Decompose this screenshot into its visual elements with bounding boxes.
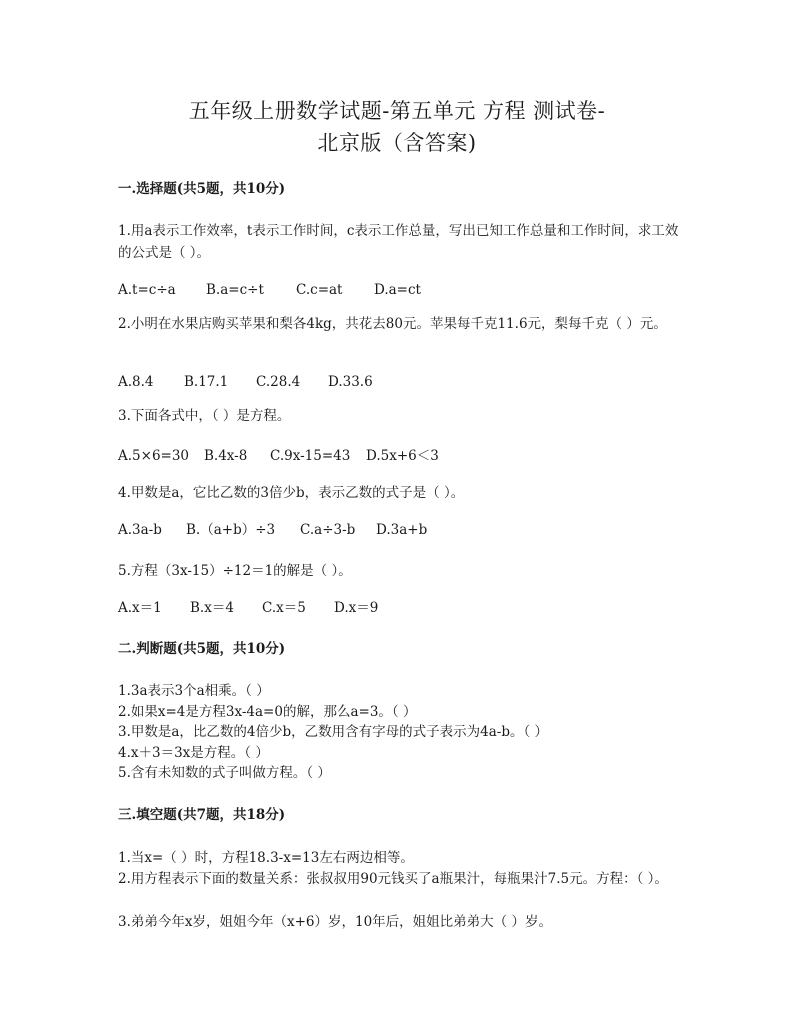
choice-options-3 — [118, 446, 439, 466]
judge-question-3: 3.甲数是a，比乙数的4倍少b，乙数用含有字母的式子表示为4a-b。（ ） — [118, 724, 549, 740]
choice-question-3: 3.下面各式中，（ ）是方程。 — [118, 408, 291, 424]
option-c: C.9x-15=43 — [270, 448, 351, 464]
option-c: C.x＝5 — [262, 600, 306, 616]
section-heading-choice: 一.选择题(共5题，共10分) — [118, 181, 286, 197]
fill-question-1: 1.当x=（ ）时，方程18.3-x=13左右两边相等。 — [118, 850, 414, 866]
option-c: C.a÷3-b — [300, 522, 356, 538]
choice-options-2 — [118, 372, 373, 392]
option-d: D.a=ct — [374, 282, 421, 298]
section-heading-fill: 三.填空题(共7题，共18分) — [118, 807, 286, 823]
page-title-line2: 北京版（含答案) — [317, 131, 477, 155]
choice-options-5 — [118, 598, 378, 618]
section-heading-judge: 二.判断题(共5题，共10分) — [118, 641, 286, 657]
option-b: B.4x-8 — [204, 448, 248, 464]
option-a: A.8.4 — [118, 374, 154, 390]
option-a: A.3a-b — [118, 522, 162, 538]
fill-question-2: 2.用方程表示下面的数量关系：张叔叔用90元钱买了a瓶果汁，每瓶果汁7.5元。方程：（ ）。 — [118, 871, 668, 887]
option-a: A.x＝1 — [118, 600, 162, 616]
judge-question-5: 5.含有未知数的式子叫做方程。（ ） — [118, 765, 331, 781]
judge-question-1: 1.3a表示3个a相乘。（ ） — [118, 683, 270, 699]
option-c: C.c=at — [296, 282, 343, 298]
option-d: D.3a+b — [376, 522, 428, 538]
option-a: A.5×6=30 — [118, 448, 190, 464]
option-d: D.33.6 — [328, 374, 373, 390]
choice-question-4: 4.甲数是a，它比乙数的3倍少b，表示乙数的式子是（ ）。 — [118, 485, 465, 501]
option-a: A.t=c÷a — [118, 282, 176, 298]
judge-question-2: 2.如果x=4是方程3x-4a=0的解，那么a=3。（ ） — [118, 704, 417, 720]
option-b: B.x＝4 — [190, 600, 234, 616]
option-d: D.5x+6＜3 — [366, 448, 439, 464]
judge-question-4: 4.x＋3＝3x是方程。（ ） — [118, 745, 269, 761]
fill-question-3: 3.弟弟今年x岁，姐姐今年（x+6）岁，10年后，姐姐比弟弟大（ ）岁。 — [118, 914, 552, 930]
option-b: B.17.1 — [184, 374, 229, 390]
choice-options-4 — [118, 520, 427, 540]
choice-question-2: 2.小明在水果店购买苹果和梨各4kg，共花去80元。苹果每千克11.6元，梨每千克（ ）元。 — [118, 316, 667, 332]
page-title-line1: 五年级上册数学试题-第五单元 方程 测试卷- — [188, 99, 606, 123]
option-b: B.（a+b）÷3 — [186, 522, 276, 538]
option-d: D.x＝9 — [334, 600, 379, 616]
choice-question-1: 1.用a表示工作效率，t表示工作时间，c表示工作总量，写出已知工作总量和工作时间，求工效的公式是（ ）。 — [118, 223, 679, 261]
choice-options-1 — [118, 280, 421, 300]
choice-question-5: 5.方程（3x-15）÷12＝1的解是（ ）。 — [118, 563, 352, 579]
option-c: C.28.4 — [256, 374, 301, 390]
option-b: B.a=c÷t — [206, 282, 264, 298]
